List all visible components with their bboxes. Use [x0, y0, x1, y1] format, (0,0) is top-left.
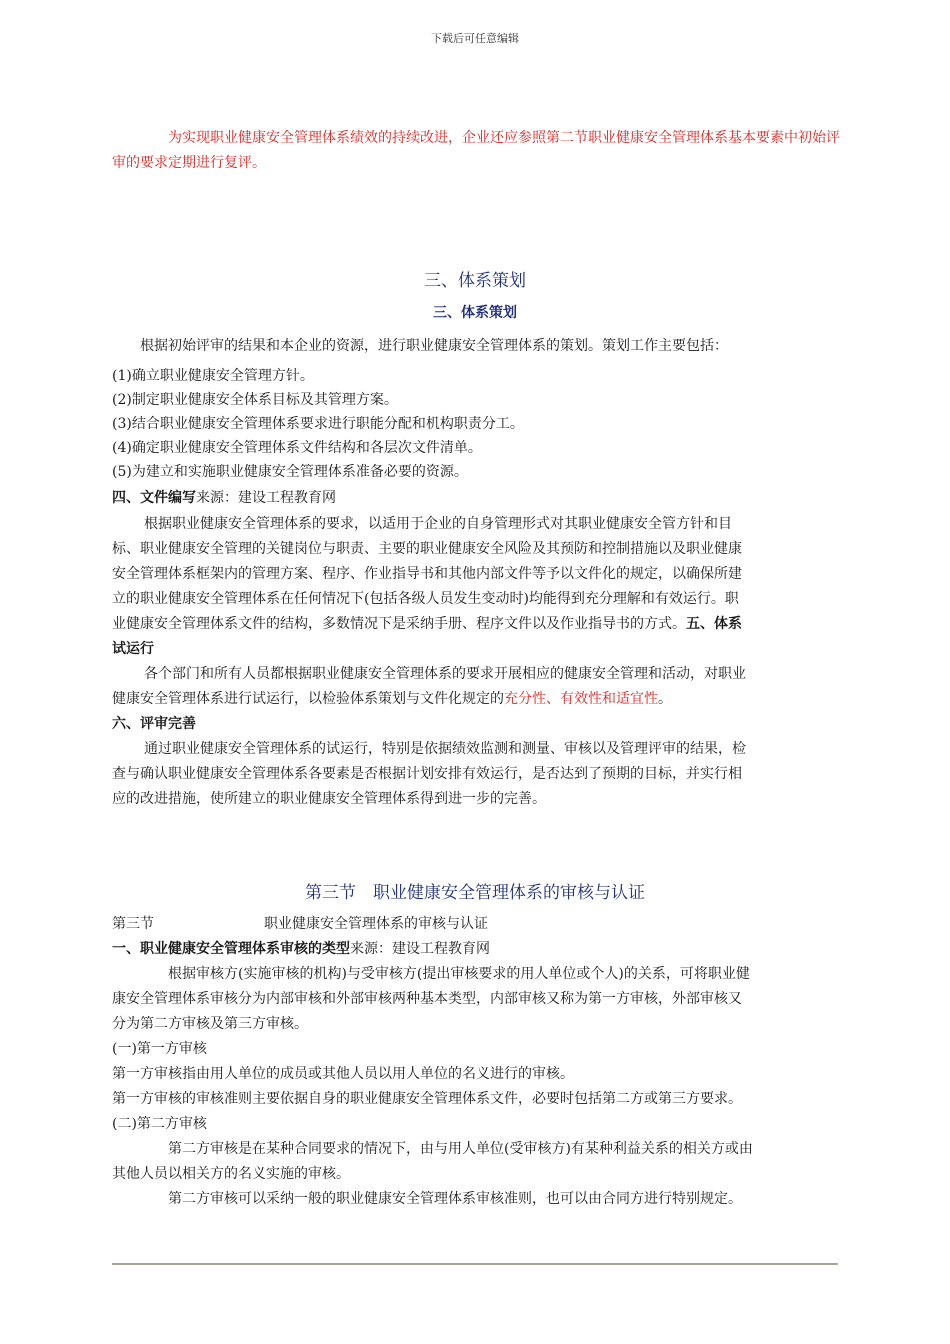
part1-title: 一、职业健康安全管理体系审核的类型 — [112, 941, 350, 957]
section4-source: 来源：建设工程教育网 — [196, 490, 336, 506]
intro-paragraph — [112, 126, 842, 176]
list-item: (3)结合职业健康安全管理体系要求进行职能分配和机构职责分工。 — [112, 416, 524, 432]
body-line: 第二方审核是在某种合同要求的情况下，由与用人单位(受审核方)有某种利益关系的相关方或由 — [168, 1141, 753, 1157]
first-party-section — [112, 1037, 842, 1212]
body-line: 标、职业健康安全管理的关键岗位与职责、主要的职业健康安全风险及其预防和控制措施以及职业健康 — [112, 541, 742, 557]
section3-lead: 根据初始评审的结果和本企业的资源，进行职业健康安全管理体系的策划。策划工作主要包括： — [140, 338, 728, 354]
body-line: 第二方审核可以采纳一般的职业健康安全管理体系审核准则，也可以由合同方进行特别规定。 — [168, 1191, 742, 1207]
body-line-text: 业健康安全管理体系文件的结构，多数情况下是采纳手册、程序文件以及作业指导书的方式。 — [112, 616, 686, 632]
body-line: 安全管理体系框架内的管理方案、程序、作业指导书和其他内部文件等予以文件化的规定，以确保所建 — [112, 566, 742, 582]
section5-body — [112, 662, 842, 712]
body-line: 查与确认职业健康安全管理体系各要素是否根据计划安排有效运行，是否达到了预期的目标，并实行相 — [112, 766, 742, 782]
section5-title-part2: 试运行 — [112, 641, 154, 657]
footer-divider — [112, 1263, 838, 1265]
list-item: (1)确立职业健康安全管理方针。 — [112, 368, 314, 384]
highlight-text: 充分性、有效性和适宜性 — [504, 691, 658, 707]
part1-title-line — [112, 937, 490, 962]
body-line: 立的职业健康安全管理体系在任何情况下(包括各级人员发生变动时)均能得到充分理解和有效运行。职 — [112, 591, 739, 607]
section3-subheading: 三、体系策划 — [433, 305, 517, 321]
part1-source: 来源：建设工程教育网 — [350, 941, 490, 957]
body-line — [112, 687, 842, 712]
body-line: 其他人员以相关方的名义实施的审核。 — [112, 1166, 350, 1182]
list-item: (4)确定职业健康安全管理体系文件结构和各层次文件清单。 — [112, 440, 482, 456]
body-line: 通过职业健康安全管理体系的试运行，特别是依据绩效监测和测量、审核以及管理评审的结果，检 — [144, 741, 746, 757]
section4-title-line — [112, 486, 336, 511]
section5-title-part1: 五、体系 — [686, 616, 742, 632]
body-line: 分为第二方审核及第三方审核。 — [112, 1016, 308, 1032]
page-header-note: 下载后可任意编辑 — [431, 32, 519, 45]
chapter3-heading: 第三节 职业健康安全管理体系的审核与认证 — [305, 883, 645, 903]
list-item: (2)制定职业健康安全体系目标及其管理方案。 — [112, 392, 398, 408]
first-party-title: (一)第一方审核 — [112, 1041, 207, 1057]
second-party-title: (二)第二方审核 — [112, 1116, 207, 1132]
section4-body — [112, 512, 842, 662]
body-line: 根据职业健康安全管理体系的要求，以适用于企业的自身管理形式对其职业健康安全管方针和目 — [144, 516, 732, 532]
part1-body — [112, 962, 842, 1037]
intro-text: 为实现职业健康安全管理体系绩效的持续改进，企业还应参照第二节职业健康安全管理体系基本要素中初始评审的要求定期进行复评。 — [112, 130, 840, 171]
chapter3-subheading-right: 职业健康安全管理体系的审核与认证 — [264, 916, 488, 932]
section4-title: 四、文件编写 — [112, 490, 196, 506]
section3-heading: 三、体系策划 — [424, 271, 526, 291]
section6-title: 六、评审完善 — [112, 716, 196, 732]
section3-list — [112, 364, 524, 484]
body-line-end: 。 — [658, 691, 672, 707]
list-item: (5)为建立和实施职业健康安全管理体系准备必要的资源。 — [112, 464, 468, 480]
body-line: 康安全管理体系审核分为内部审核和外部审核两种基本类型，内部审核又称为第一方审核，外部审核又 — [112, 991, 742, 1007]
body-line: 应的改进措施，使所建立的职业健康安全管理体系得到进一步的完善。 — [112, 791, 546, 807]
body-line — [112, 612, 842, 637]
body-line: 各个部门和所有人员都根据职业健康安全管理体系的要求开展相应的健康安全管理和活动，对职业 — [144, 666, 746, 682]
section6-body — [112, 737, 842, 812]
body-line: 第一方审核指由用人单位的成员或其他人员以用人单位的名义进行的审核。 — [112, 1066, 574, 1082]
body-line: 根据审核方(实施审核的机构)与受审核方(提出审核要求的用人单位或个人)的关系，可将职业健 — [168, 966, 750, 982]
chapter3-subheading-left: 第三节 — [112, 916, 154, 932]
body-line-text: 健康安全管理体系进行试运行，以检验体系策划与文件化规定的 — [112, 691, 504, 707]
body-line: 第一方审核的审核准则主要依据自身的职业健康安全管理体系文件，必要时包括第二方或第三方要求。 — [112, 1091, 742, 1107]
